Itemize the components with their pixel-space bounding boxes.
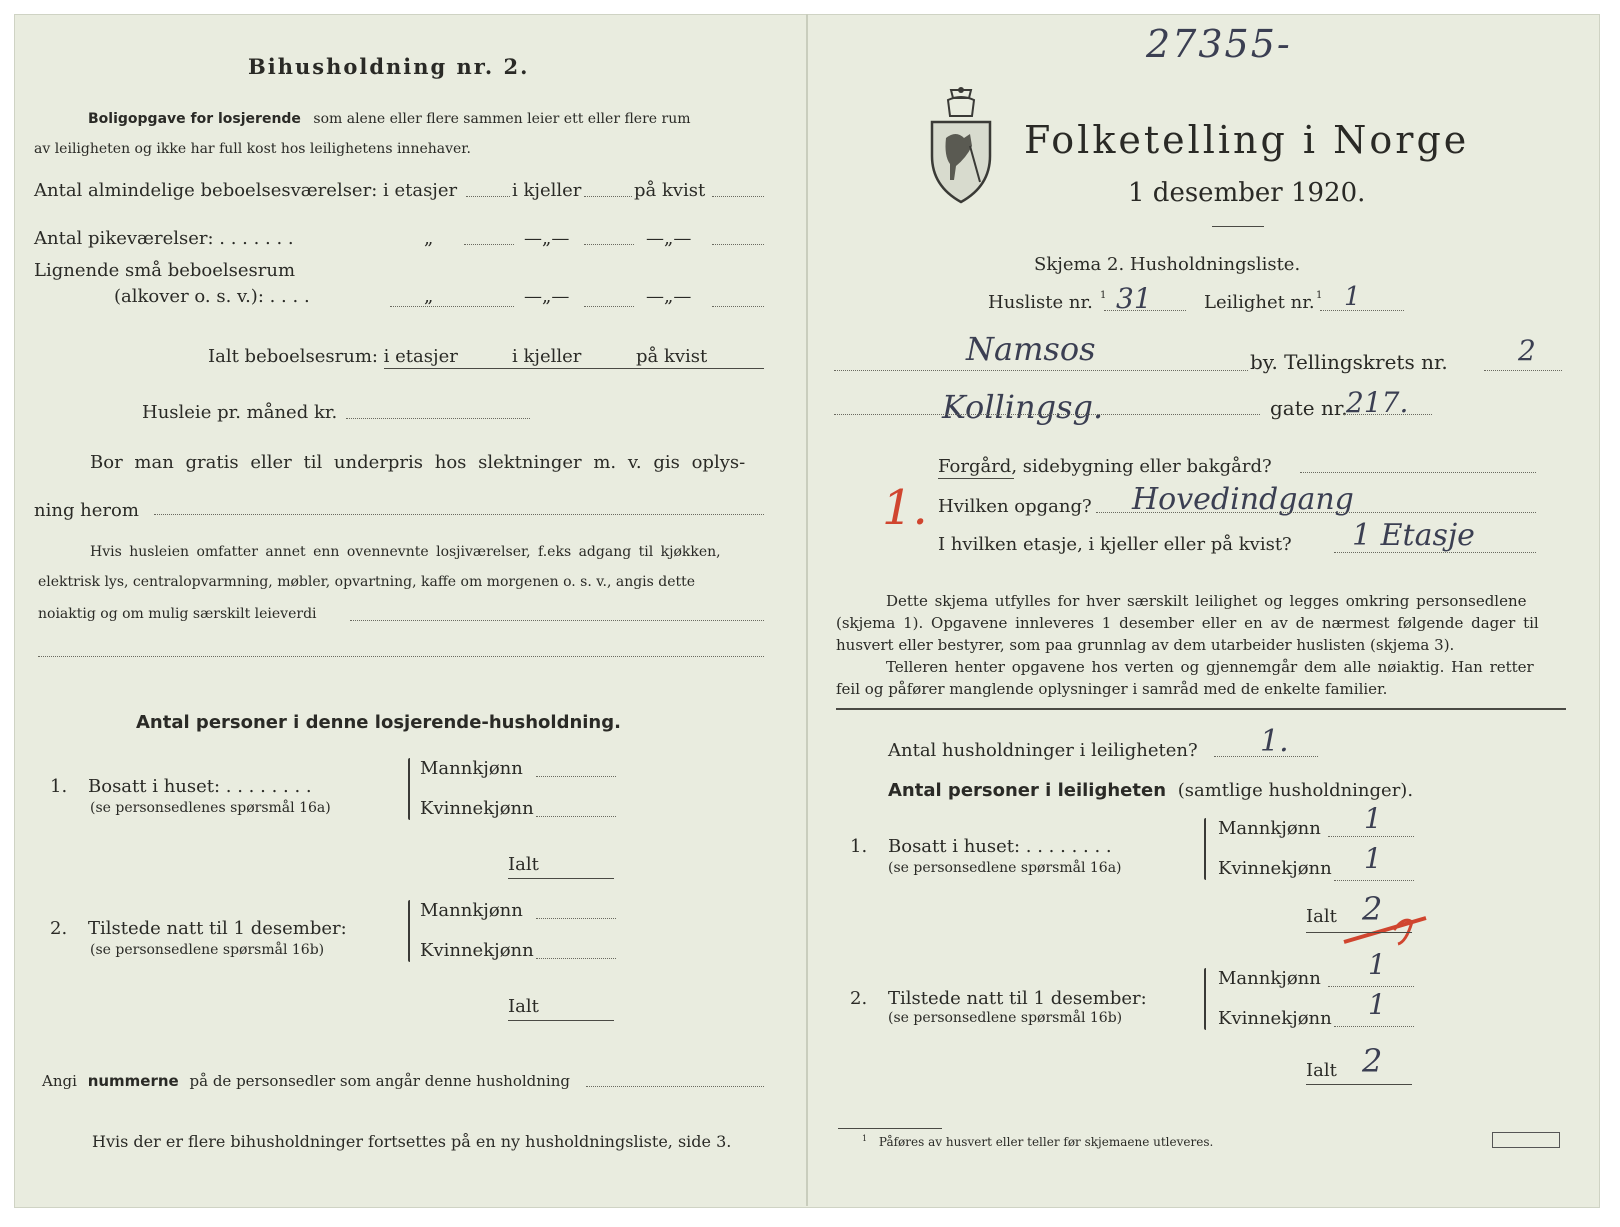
coat-of-arms-icon <box>926 86 996 206</box>
right-q1-sub: (se personsedlene spørsmål 16a) <box>888 860 1122 876</box>
gate-value: 217. <box>1346 386 1409 419</box>
pike-ditto-2: —„— <box>524 228 570 249</box>
right-q1-kvinne: Kvinnekjønn <box>1218 858 1332 879</box>
right-q2-mann-field <box>1328 986 1414 987</box>
pike-field-3 <box>712 244 764 245</box>
right-q1-kvinne-field <box>1334 880 1414 881</box>
left-q2-sub: (se personsedlene spørsmål 16b) <box>90 942 325 958</box>
lign-field-1 <box>390 306 514 307</box>
left-footer: Hvis der er flere bihusholdninger fortsettes på en ny husholdningsliste, side 3. <box>92 1132 732 1151</box>
hvis-line-3: noiaktig og om mulig særskilt leieverdi <box>38 606 317 622</box>
hvis-field <box>350 620 764 621</box>
bor-field <box>154 514 764 515</box>
ialt-rum-kvist: på kvist <box>636 346 708 367</box>
left-q1-label: Bosatt i huset: . . . . . . . . <box>88 776 312 797</box>
lign-ditto-2: —„— <box>524 286 570 307</box>
intro-rest: som alene eller flere sammen leier ett eller flere rum <box>313 111 691 127</box>
left-q2-ialt: Ialt <box>508 996 539 1017</box>
date-underline <box>1212 226 1264 227</box>
husliste-label: Husliste nr. <box>988 292 1093 313</box>
right-q1-ialt: Ialt <box>1306 906 1337 927</box>
right-q1-ialt-value: 2 <box>1362 890 1383 928</box>
hvis-field-2 <box>38 656 764 657</box>
antal-hush-value: 1. <box>1260 724 1289 759</box>
instr-line-3: husvert eller bestyrer, som paa grunnlag av dem utarbeider huslisten (skjema 3). <box>836 636 1455 654</box>
etasje-value: 1 Etasje <box>1352 518 1475 553</box>
krets-value: 2 <box>1518 334 1536 367</box>
right-persons-bold: Antal personer i leiligheten <box>888 780 1167 801</box>
city-value: Namsos <box>966 330 1096 368</box>
left-q2-num: 2. <box>50 918 68 939</box>
left-q1-num: 1. <box>50 776 68 797</box>
lign-ditto-3: —„— <box>646 286 692 307</box>
leilighet-label: Leilighet nr. <box>1204 292 1315 313</box>
left-q1-ialt-rule <box>508 878 614 879</box>
intro-line-1 <box>88 111 691 127</box>
archive-number: 27355- <box>1146 22 1292 66</box>
right-q1-mann: Mannkjønn <box>1218 818 1321 839</box>
right-q2-ialt: Ialt <box>1306 1060 1337 1081</box>
angi-line <box>42 1072 570 1090</box>
instr-line-1: Dette skjema utfylles for hver særskilt leilighet og legges omkring personsedlene <box>886 592 1527 610</box>
right-q2-label: Tilstede natt til 1 desember: <box>888 988 1147 1009</box>
hvis-line-2: elektrisk lys, centralopvarmning, møbler, opvartning, kaffe om morgenen o. s. v., angis dette <box>38 574 696 590</box>
right-persons-heading <box>888 780 1413 801</box>
etasje-field <box>1334 552 1536 553</box>
left-q1-kvinne-field <box>536 816 616 817</box>
opgang-field <box>1096 512 1536 513</box>
left-q2-mann-field <box>536 918 616 919</box>
lign-field-3 <box>712 306 764 307</box>
angi-post: på de personsedler som angår denne husholdning <box>189 1072 570 1090</box>
bor-line-1: Bor man gratis eller til underpris hos slektninger m. v. gis oplys- <box>90 452 746 473</box>
rooms-kjeller: i kjeller <box>512 180 582 201</box>
street-value: Kollingsg. <box>942 388 1104 426</box>
right-q1-mann-field <box>1328 836 1414 837</box>
form-title: Folketelling i Norge <box>1024 118 1470 162</box>
leilighet-value: 1 <box>1344 282 1361 312</box>
footnote-rule <box>838 1128 942 1129</box>
instr-line-4: Telleren henter opgavene hos verten og gjennemgår dem alle nøiaktig. Han retter <box>886 658 1534 676</box>
pike-ditto-1: „ <box>424 228 434 249</box>
instr-line-5: feil og påfører manglende oplysninger i samråd med de enkelte familier. <box>836 680 1388 698</box>
pike-ditto-3: —„— <box>646 228 692 249</box>
instr-separator <box>836 708 1566 710</box>
left-q2-ialt-rule <box>508 1020 614 1021</box>
lign-label-2: (alkover o. s. v.): . . . . <box>114 286 310 307</box>
left-q1-mann: Mannkjønn <box>420 758 523 779</box>
husliste-value: 31 <box>1116 282 1152 315</box>
right-q2-kvinne: Kvinnekjønn <box>1218 1008 1332 1029</box>
antal-hush-field <box>1214 756 1318 757</box>
skjema-label: Skjema 2. Husholdningsliste. <box>1034 254 1301 275</box>
hvis-line-1: Hvis husleien omfatter annet enn ovennevnte losjiværelser, f.eks adgang til kjøkken, <box>90 544 721 560</box>
left-q2-kvinne: Kvinnekjønn <box>420 940 534 961</box>
footnote-text: Påføres av husvert eller teller før skjemaene utleveres. <box>878 1135 1214 1149</box>
left-q1-mann-field <box>536 776 616 777</box>
right-q2-ialt-rule <box>1306 1084 1412 1085</box>
rooms-kjeller-field <box>584 196 632 197</box>
left-q2-label: Tilstede natt til 1 desember: <box>88 918 347 939</box>
instr-line-2: (skjema 1). Opgavene innleveres 1 desember eller en av de nærmest følgende dager til <box>836 614 1539 632</box>
left-q2-brace <box>408 900 410 962</box>
form-date: 1 desember 1920. <box>1128 178 1366 208</box>
rooms-kvist-field <box>712 196 764 197</box>
angi-field <box>586 1086 764 1087</box>
right-q1-num: 1. <box>850 836 868 857</box>
left-q1-sub: (se personsedlenes spørsmål 16a) <box>90 800 331 816</box>
right-q1-brace <box>1204 818 1206 880</box>
city-field <box>834 370 1248 371</box>
etasje-label: I hvilken etasje, i kjeller eller på kvist? <box>938 534 1292 555</box>
antal-hush-label: Antal husholdninger i leiligheten? <box>888 740 1198 761</box>
right-q2-mann: Mannkjønn <box>1218 968 1321 989</box>
husleie-field <box>346 418 530 419</box>
rooms-label: Antal almindelige beboelsesværelser: i etasjer <box>34 180 458 201</box>
right-q2-num: 2. <box>850 988 868 1009</box>
husliste-footnote-mark: 1 <box>1100 290 1107 301</box>
right-q2-sub: (se personsedlene spørsmål 16b) <box>888 1010 1123 1026</box>
pike-field-1 <box>464 244 514 245</box>
right-q2-ialt-value: 2 <box>1362 1042 1383 1080</box>
lign-label-1: Lignende små beboelsesrum <box>34 260 296 281</box>
bor-line-2: ning herom <box>34 500 139 521</box>
right-q2-kvinne-field <box>1334 1026 1414 1027</box>
opgang-value: Hovedindgang <box>1132 482 1354 517</box>
left-q2-kvinne-field <box>536 958 616 959</box>
red-mark: 1. <box>882 480 928 536</box>
right-persons-rest: (samtlige husholdninger). <box>1177 780 1414 801</box>
husliste-field <box>1104 310 1186 311</box>
ialt-rum-kjeller: i kjeller <box>512 346 582 367</box>
forgard-field <box>1300 472 1536 473</box>
left-persons-heading: Antal personer i denne losjerende-husholdning. <box>136 712 621 733</box>
left-q2-mann: Mannkjønn <box>420 900 523 921</box>
gate-field <box>1344 414 1432 415</box>
krets-field <box>1484 370 1562 371</box>
rooms-kvist: på kvist <box>634 180 706 201</box>
right-q2-mann-value: 1 <box>1368 948 1386 981</box>
opgang-label: Hvilken opgang? <box>938 496 1092 517</box>
left-q1-kvinne: Kvinnekjønn <box>420 798 534 819</box>
left-q1-ialt: Ialt <box>508 854 539 875</box>
lign-field-2 <box>584 306 634 307</box>
angi-pre: Angi <box>42 1072 77 1090</box>
by-label: by. Tellingskrets nr. <box>1250 350 1448 374</box>
ialt-rum-label: Ialt beboelsesrum: i etasjer <box>208 346 458 367</box>
ialt-rum-rule <box>384 368 764 369</box>
right-q1-label: Bosatt i huset: . . . . . . . . <box>888 836 1112 857</box>
footnote-mark: 1 <box>862 1134 868 1143</box>
right-q1-mann-value: 1 <box>1364 802 1382 835</box>
husleie-label: Husleie pr. måned kr. <box>142 402 338 423</box>
left-q1-brace <box>408 758 410 820</box>
pike-field-2 <box>584 244 634 245</box>
right-q1-ialt-rule <box>1306 932 1412 933</box>
forgard-underline <box>938 478 1014 479</box>
right-q2-brace <box>1204 968 1206 1030</box>
angi-bold: nummerne <box>87 1072 179 1090</box>
rooms-etasjer-field <box>466 196 510 197</box>
street-field <box>834 414 1260 415</box>
forgard-label: Forgård, sidebygning eller bakgård? <box>938 456 1272 477</box>
gate-label: gate nr. <box>1270 396 1348 420</box>
footnote <box>862 1134 1213 1149</box>
left-title: Bihusholdning nr. 2. <box>248 54 530 79</box>
page-fold <box>806 14 808 1206</box>
printer-stamp <box>1492 1132 1560 1148</box>
leilighet-field <box>1320 310 1404 311</box>
right-q2-kvinne-value: 1 <box>1368 988 1386 1021</box>
pike-label: Antal pikeværelser: . . . . . . . <box>34 228 294 249</box>
lign-ditto-1: „ <box>424 286 434 307</box>
intro-bold: Boligopgave for losjerende <box>88 111 301 127</box>
intro-line-2: av leiligheten og ikke har full kost hos leilighetens innehaver. <box>34 141 471 157</box>
leilighet-footnote-mark: 1 <box>1316 290 1323 301</box>
right-q1-kvinne-value: 1 <box>1364 842 1382 875</box>
